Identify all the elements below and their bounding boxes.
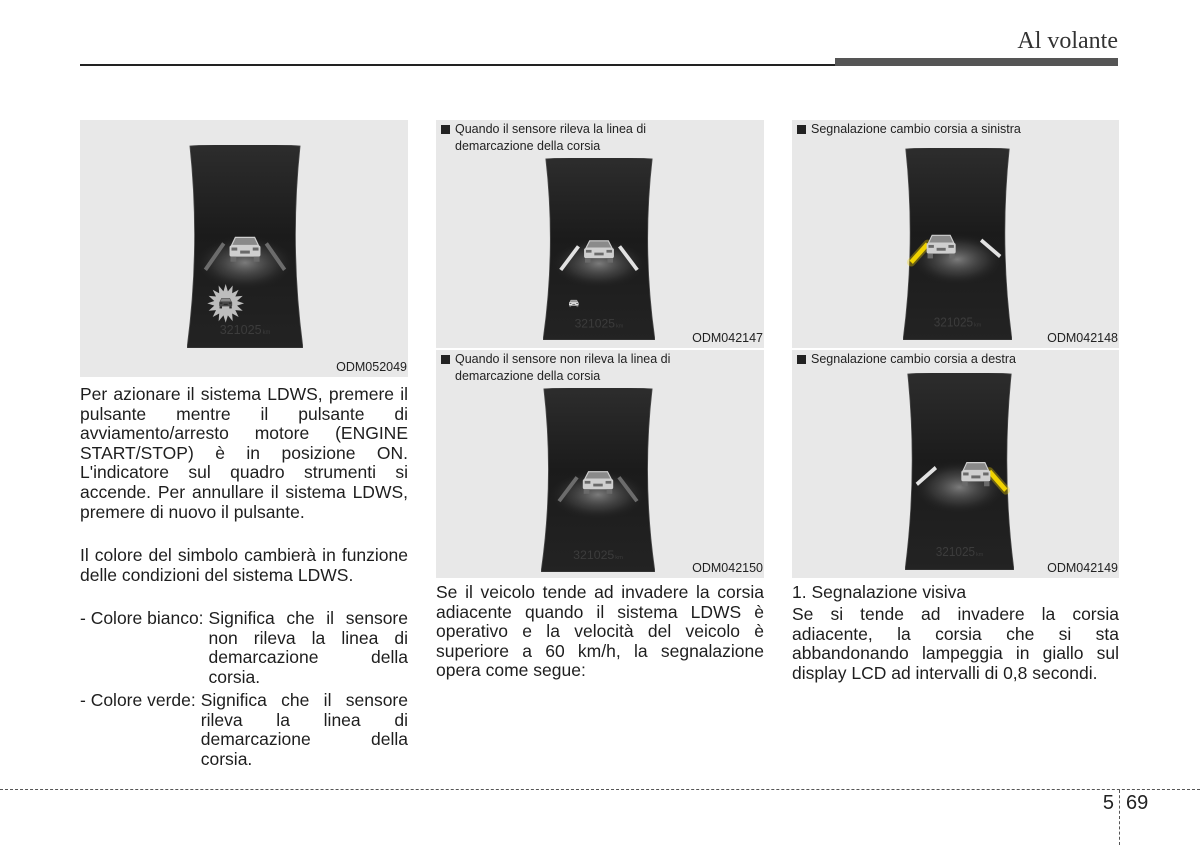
car-rear-window <box>586 241 612 248</box>
odometer-value: 321025 <box>574 316 616 331</box>
definition-description: Significa che il sensore non rileva la linea di demarcazione della corsia. <box>208 608 408 687</box>
car-taillight-right <box>606 481 612 484</box>
car-plate <box>572 304 575 305</box>
car-wheel-left <box>585 258 591 263</box>
figure-label <box>441 351 720 385</box>
car-wheel-left <box>220 306 222 308</box>
car-wheel-right <box>229 306 231 308</box>
car-wheel-right <box>607 489 613 494</box>
car-wheel-right <box>949 254 954 259</box>
figure-label <box>797 121 1076 138</box>
car-plate <box>224 304 228 305</box>
car-taillight-left <box>963 472 968 475</box>
definition-term: - Colore bianco: <box>80 608 204 628</box>
car-rear-window <box>928 235 953 243</box>
odometer-unit: km <box>615 323 624 330</box>
lcd-display-graphic <box>905 373 1014 570</box>
footer-dashed-divider <box>1119 790 1120 845</box>
car-rear-window <box>220 298 231 301</box>
car-wheel-right <box>607 258 613 263</box>
figure-label-text: Segnalazione cambio corsia a sinistra <box>811 122 1021 136</box>
car-taillight-left <box>231 248 237 251</box>
car-rear-window <box>231 237 258 245</box>
figure-caption: ODM042149 <box>1047 561 1118 575</box>
figure-caption: ODM042147 <box>692 331 763 345</box>
figure-panel-line-detected <box>436 120 764 348</box>
odometer-value: 321025 <box>573 548 615 563</box>
car-wheel-left <box>928 254 933 259</box>
page-number: 69 <box>1126 792 1149 814</box>
figure-panel-left-departure <box>792 120 1119 348</box>
definition-green <box>80 691 408 769</box>
figure-caption: ODM042148 <box>1047 331 1118 345</box>
odometer-value: 321025 <box>935 544 976 560</box>
car-taillight-right <box>253 248 259 251</box>
car-taillight-right <box>983 472 988 475</box>
car-wheel-left <box>569 306 571 307</box>
paragraph-symbol-color: Il colore del simbolo cambierà in funzione delle condizioni del sistema LDWS. <box>80 545 408 585</box>
odometer-unit: km <box>262 329 271 336</box>
square-bullet-icon <box>797 355 806 364</box>
odometer-unit: km <box>973 322 982 329</box>
odometer-unit: km <box>976 552 984 559</box>
car-plate <box>971 475 980 478</box>
odometer-value: 321025 <box>933 315 974 330</box>
definition-term: - Colore verde: <box>80 690 196 710</box>
lcd-display <box>541 388 655 572</box>
paragraph-visual-warning: Se si tende ad invadere la corsia adiacente, la corsia che si sta abbandonando lampeggia in giallo sul display LCD ad intervalli di 0,8 secondi. <box>792 604 1119 683</box>
header-accent-bar <box>835 58 1118 66</box>
figure-label <box>797 351 1076 368</box>
figure-label-text: Quando il sensore non rileva la linea di demarcazione della corsia <box>455 352 671 383</box>
figure-panel-ldws-switch <box>80 120 408 377</box>
figure-panel-line-not-detected <box>436 350 764 578</box>
paragraph-warning-conditions: Se il veicolo tende ad invadere la corsia adiacente quando il sistema LDWS è operativo e la velocità del veicolo è superiore a 60 km/h, la segnalazione opera come segue: <box>436 582 764 681</box>
car-taillight-right <box>606 250 612 253</box>
figure-label-text: Segnalazione cambio corsia a destra <box>811 352 1016 366</box>
chapter-number: 5 <box>1102 792 1114 814</box>
header-rule <box>80 64 835 66</box>
car-rear-window <box>585 472 612 479</box>
paragraph-activation: Per azionare il sistema LDWS, premere il pulsante mentre il pulsante di avviamento/arresto motore (ENGINE START/STOP) è in posizione ON. L'indicatore sul quadro strumenti si accende. Per annullare il sistema LDWS, premere di nuovo il pulsante. <box>80 384 408 522</box>
lcd-display <box>905 373 1014 570</box>
lcd-display-graphic <box>187 145 303 348</box>
odometer-value: 321025 <box>219 321 262 337</box>
car-taillight-right <box>576 303 578 304</box>
car-plate <box>593 484 603 487</box>
car-wheel-left <box>962 481 967 486</box>
car-taillight-left <box>928 245 933 248</box>
figure-caption: ODM052049 <box>336 360 407 374</box>
lcd-display <box>187 145 303 348</box>
car-rear-window <box>963 463 988 471</box>
figure-label <box>441 121 720 155</box>
figure-panel-right-departure <box>792 350 1119 578</box>
car-taillight-left <box>585 481 591 484</box>
lcd-display <box>903 148 1012 340</box>
square-bullet-icon <box>441 355 450 364</box>
car-wheel-left <box>584 489 590 494</box>
lcd-display-graphic <box>541 388 655 572</box>
car-wheel-right <box>984 481 989 486</box>
car-wheel-left <box>231 257 237 262</box>
car-wheel-right <box>576 306 578 307</box>
square-bullet-icon <box>797 125 806 134</box>
car-plate <box>594 253 603 256</box>
car-plate <box>937 248 946 251</box>
odometer-unit: km <box>615 555 623 562</box>
car-wheel-right <box>254 257 260 262</box>
car-taillight-left <box>220 302 222 303</box>
subheading-visual-warning: 1. Segnalazione visiva <box>792 582 967 602</box>
car-taillight-right <box>229 302 231 303</box>
section-title: Al volante <box>1017 28 1118 54</box>
lcd-display-graphic <box>543 158 655 340</box>
car-taillight-left <box>586 250 592 253</box>
lcd-display-graphic <box>903 148 1012 340</box>
definition-white <box>80 609 408 687</box>
definition-description: Significa che il sensore rileva la linea di demarcazione della corsia. <box>200 690 408 769</box>
figure-caption: ODM042150 <box>692 561 763 575</box>
figure-label-text: Quando il sensore rileva la linea di demarcazione della corsia <box>455 122 647 153</box>
car-rear-window <box>570 300 578 302</box>
square-bullet-icon <box>441 125 450 134</box>
car-taillight-left <box>570 303 572 304</box>
footer-dashed-rule <box>0 789 1200 790</box>
car-plate <box>240 251 250 254</box>
car-taillight-right <box>948 245 953 248</box>
lcd-display <box>543 158 655 340</box>
